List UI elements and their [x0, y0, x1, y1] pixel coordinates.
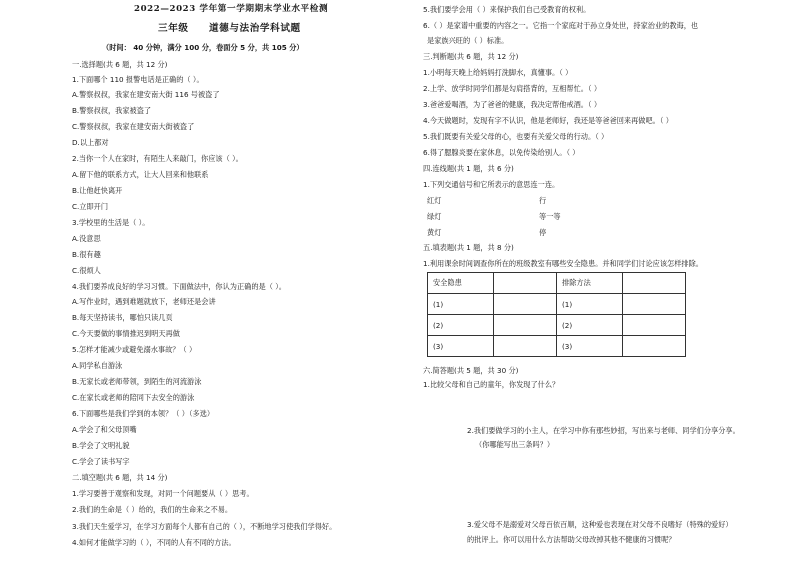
table-header-method: 排除方法	[557, 273, 623, 294]
matching-meaning-2: 等一等	[539, 212, 561, 221]
option-line: B.学会了文明礼貌	[72, 441, 130, 450]
table-cell-label: (2)	[557, 315, 623, 336]
table-row	[428, 315, 686, 336]
table-cell-label: (3)	[557, 336, 623, 357]
table-cell-label: (1)	[428, 294, 494, 315]
question-line: 3.爱父母不是溺爱对父母百依百顺，这种爱也表现在对父母不良嗜好（特殊的爱好）	[467, 520, 733, 529]
question-line: 1.学习要善于观察和发现，对同一个问题要从（ ）思考。	[72, 489, 254, 498]
question-line: 3.我们天生爱学习，在学习方面每个人都有自己的（ ），不断地学习使我们学得好。	[72, 522, 337, 531]
question-line: 6.（ ）是家谱中重要的内容之一。它指一个家庭对于孙立身处世，持家治业的教诲，也	[423, 21, 699, 30]
exam-title: 2022—2023 学年第一学期期末学业水平检测	[134, 4, 329, 14]
option-line: C.学会了读书写字	[72, 457, 130, 466]
question-line: 1.小明每天晚上给妈妈打洗脚水，真懂事。（ ）	[423, 68, 573, 77]
option-line: A.同学私自游泳	[72, 361, 123, 370]
question-line: 2.我们要做学习的小主人，在学习中你有那些妙招，写出来与老师、同学们分享分享。	[467, 426, 740, 435]
option-line: D.以上都对	[72, 138, 109, 147]
table-cell-blank[interactable]	[623, 336, 686, 357]
option-line: A.留下他的联系方式，让大人回来和他联系	[72, 170, 209, 179]
question-line: 5.怎样才能减少或避免溺水事故？（ ）	[72, 345, 197, 354]
table-header-hazard: 安全隐患	[428, 273, 494, 294]
option-line: C.很烦人	[72, 266, 101, 275]
question-line: 2.当你一个人在家时，有陌生人来敲门，你应该（ ）。	[72, 154, 243, 163]
option-line: A.学会了和父母顶嘴	[72, 425, 137, 434]
question-line-continued: 的批评上。你可以用什么方法帮助父母改掉其他不健康的习惯呢？	[467, 535, 676, 544]
table-cell-label: (1)	[557, 294, 623, 315]
table-cell-blank[interactable]	[494, 273, 557, 294]
subject-title: 三年级 道德与法治学科试题	[158, 23, 301, 34]
table-header-row	[428, 273, 686, 294]
table-row	[428, 336, 686, 357]
table-cell-blank[interactable]	[623, 294, 686, 315]
question-line: 5.我们既要有关爱父母的心，也要有关爱父母的行动。（ ）	[423, 132, 609, 141]
question-line: 1.比较父母和自己的童年，你发现了什么？	[423, 380, 560, 389]
matching-meaning-1: 行	[539, 196, 547, 205]
option-line: A.写作业时，遇到难题就放下，老师还是会讲	[72, 297, 216, 306]
question-line-continued: （你哪能写出三条吗？）	[475, 440, 555, 449]
section-choice: 一.选择题(共 6 题，共 12 分)	[72, 60, 168, 69]
question-line: 1.下列交通信号和它所表示的意思连一连。	[423, 180, 560, 189]
question-line: 3.爸爸爱喝酒，为了爸爸的健康，我决定帮他戒酒。（ ）	[423, 100, 602, 109]
table-cell-blank[interactable]	[623, 315, 686, 336]
question-line: 6.下面哪些是我们学到的本领？（ ）（多选）	[72, 409, 215, 418]
table-cell-label: (2)	[428, 315, 494, 336]
question-line: 6.得了腮腺炎要在家休息，以免传染给别人。（ ）	[423, 148, 580, 157]
option-line: B.警察叔叔，我家被盗了	[72, 106, 152, 115]
option-line: C.警察叔叔，我家在建安南大街被盗了	[72, 122, 195, 131]
question-line: 3.学校里的生活是（ ）。	[72, 218, 150, 227]
table-cell-label: (3)	[428, 336, 494, 357]
question-line: 4.我们要养成良好的学习习惯。下面做法中，你认为正确的是（ ）。	[72, 282, 286, 291]
question-line-continued: 是家族兴旺的（ ）标准。	[427, 36, 509, 45]
section-fill-blank: 二.填空题(共 6 题，共 14 分)	[72, 473, 168, 482]
question-line: 1.利用课余时间调查你所在的班级教室有哪些安全隐患。并和同学们讨论应该怎样排除。	[423, 259, 703, 268]
question-line: 4.今天做题时，发现有字不认识，他是老师好，我还是等爸爸回来再做吧。（ ）	[423, 116, 673, 125]
question-line: 4.如何才能做学习的（ ），不同的人有不同的方法。	[72, 538, 236, 547]
option-line: A.警察叔叔，我家在建安南大街 116 号被盗了	[72, 90, 220, 99]
table-cell-blank[interactable]	[494, 315, 557, 336]
matching-light-green: 绿灯	[427, 212, 442, 221]
option-line: B.让他赶快离开	[72, 186, 123, 195]
table-cell-blank[interactable]	[494, 294, 557, 315]
option-line: C.在家长或老师的陪同下去安全的游泳	[72, 393, 195, 402]
question-line: 5.我们要学会用（ ）来保护我们自己受教育的权利。	[423, 5, 591, 14]
matching-light-yellow: 黄灯	[427, 228, 442, 237]
table-cell-blank[interactable]	[623, 273, 686, 294]
safety-table	[427, 272, 686, 357]
section-fill-table: 五.填表题(共 1 题，共 8 分)	[423, 243, 514, 252]
matching-meaning-3: 停	[539, 228, 547, 237]
section-short-answer: 六.简答题(共 5 题，共 30 分)	[423, 366, 519, 375]
table-row	[428, 294, 686, 315]
exam-meta: （时间： 40 分钟，满分 100 分，卷面分 5 分，共 105 分）	[102, 43, 304, 52]
option-line: C.今天要做的事情推迟到明天再做	[72, 329, 180, 338]
question-line: 2.上学、放学时同学们都是勾肩搭背的，互相帮忙。（ ）	[423, 84, 602, 93]
question-line: 2.我们的生命是（ ）给的，我们的生命来之不易。	[72, 505, 233, 514]
matching-light-red: 红灯	[427, 196, 442, 205]
question-line: 1.下面哪个 110 报警电话是正确的（ ）。	[72, 75, 204, 84]
table-cell-blank[interactable]	[494, 336, 557, 357]
option-line: C.立即开门	[72, 202, 109, 211]
section-matching: 四.连线题(共 1 题，共 6 分)	[423, 164, 514, 173]
option-line: B.无家长或老师带领，到陌生的河流游泳	[72, 377, 202, 386]
section-true-false: 三.判断题(共 6 题，共 12 分)	[423, 52, 519, 61]
option-line: B.很有趣	[72, 250, 101, 259]
option-line: A.没意思	[72, 234, 101, 243]
option-line: B.每天坚持读书，哪怕只读几页	[72, 313, 173, 322]
